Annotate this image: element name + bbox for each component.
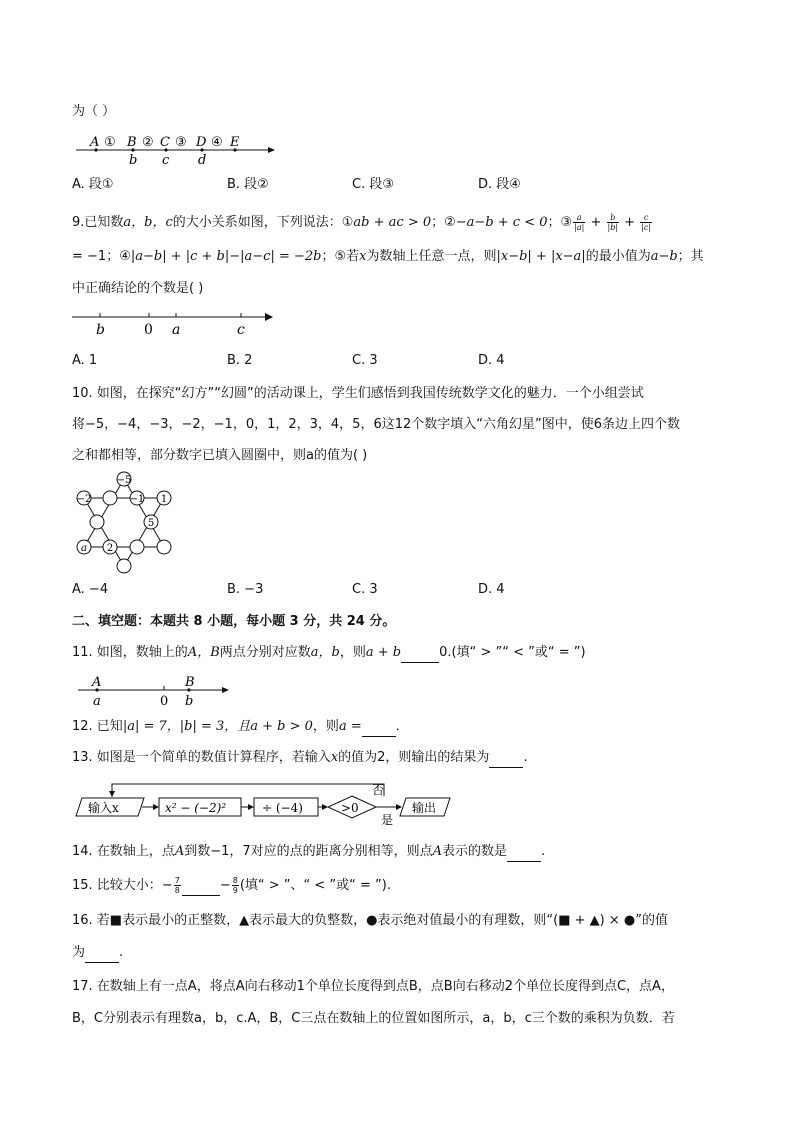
q10-node-label-tr-inner: −1 bbox=[129, 494, 145, 505]
q13-flow-yes: 是 bbox=[381, 813, 394, 827]
q8-option-c[interactable]: C. 段③ bbox=[352, 177, 394, 192]
q8-label-c: c bbox=[162, 153, 170, 168]
q17-line2: B，C分别表示有理数a，b，c.A，B，C三点在数轴上的位置如图所示，a，b，c三个数的乘积为负数．若 bbox=[72, 1011, 675, 1026]
q11-axis-A: A bbox=[92, 675, 102, 690]
q8-stem-tail: 为（ ） bbox=[72, 104, 116, 119]
q10-option-a[interactable]: A. −4 bbox=[72, 582, 109, 597]
q13-flow-output: 输出 bbox=[412, 801, 437, 815]
q10-option-b[interactable]: B. −3 bbox=[227, 582, 264, 597]
q10-node-inner-tl bbox=[103, 491, 117, 505]
q14-line: 14. 在数轴上，点A到数−1，7对应的点的距离分别相等，则点A表示的数是 . bbox=[72, 843, 545, 862]
q11-answer-blank[interactable] bbox=[401, 644, 439, 663]
q13-flow-decision: >0 bbox=[341, 801, 359, 815]
q10-hexagram-diagram bbox=[72, 470, 182, 570]
q16-line2: 为 . bbox=[72, 944, 123, 963]
q8-label-C: C bbox=[160, 135, 170, 150]
q8-label-seg3: ③ bbox=[175, 135, 187, 150]
q9-option-b[interactable]: B. 2 bbox=[227, 353, 253, 368]
q12-answer-blank[interactable] bbox=[362, 718, 396, 737]
q10-node-label-r1: 5 bbox=[147, 518, 155, 529]
q8-label-E: E bbox=[230, 135, 240, 150]
q10-node-bottom-right bbox=[157, 540, 171, 554]
q13-flow-step2: ÷ (−4) bbox=[262, 801, 303, 815]
q15-answer-blank[interactable] bbox=[182, 877, 220, 896]
q9-option-a[interactable]: A. 1 bbox=[72, 353, 98, 368]
q13-flow-step1: x² − (−2)² bbox=[165, 801, 227, 815]
q11-axis-b: b bbox=[185, 694, 194, 709]
q9-frac-b: $\frac{b}{|b|}$ bbox=[607, 213, 619, 232]
q10-node-label-a: a bbox=[81, 543, 87, 554]
q8-label-seg4: ④ bbox=[211, 135, 223, 150]
q15-frac-1: $\frac{7}{8}$ bbox=[174, 876, 180, 895]
q10-line1: 10. 如图，在探究“幻方”“幻圆”的活动课上，学生们感悟到我国传统数学文化的魅力．一个小组尝试 bbox=[72, 386, 644, 401]
q9-frac-a: $\frac{a}{|a|}$ bbox=[574, 213, 585, 232]
q13-flowchart bbox=[76, 778, 456, 828]
q8-option-b[interactable]: B. 段② bbox=[227, 177, 269, 192]
q10-line3: 之和都相等，部分数字已填入圆圈中，则a的值为( ) bbox=[72, 448, 368, 463]
q13-answer-blank[interactable] bbox=[489, 749, 523, 768]
q8-number-line-diagram bbox=[72, 128, 272, 168]
q11-axis-B: B bbox=[185, 675, 195, 690]
q10-node-inner-l1 bbox=[90, 515, 104, 529]
q11-line: 11. 如图，数轴上的A，B两点分别对应数a，b，则a + b 0.(填“ > ”“ < ”或“ = ”) bbox=[72, 644, 586, 663]
q9-frac-c: $\frac{c}{|c|}$ bbox=[641, 213, 652, 232]
q9-axis-b: b bbox=[96, 322, 105, 338]
q9-axis-a: a bbox=[172, 322, 181, 338]
q11-number-line bbox=[72, 674, 232, 708]
q8-label-B: B bbox=[127, 135, 137, 150]
q10-node-label-tl: −2 bbox=[76, 494, 92, 505]
q14-answer-blank[interactable] bbox=[507, 843, 541, 862]
q8-label-b: b bbox=[129, 153, 138, 168]
q11-axis-0: 0 bbox=[160, 694, 169, 709]
q8-option-a[interactable]: A. 段① bbox=[72, 177, 114, 192]
q9-option-c[interactable]: C. 3 bbox=[352, 353, 378, 368]
q8-label-seg2: ② bbox=[142, 135, 154, 150]
q9-option-d[interactable]: D. 4 bbox=[478, 353, 505, 368]
q9-line3: 中正确结论的个数是( ) bbox=[72, 281, 204, 296]
q10-option-c[interactable]: C. 3 bbox=[352, 582, 378, 597]
q12-line: 12. 已知|a| = 7，|b| = 3，且a + b > 0，则a = ． bbox=[72, 718, 409, 737]
q10-node-bottom bbox=[117, 559, 131, 573]
section2-title: 二、填空题：本题共 8 小题，每小题 3 分，共 24 分。 bbox=[72, 614, 396, 629]
q8-label-A: A bbox=[90, 135, 100, 150]
q9-axis-0: 0 bbox=[144, 322, 153, 338]
q15-line: 15. 比较大小：− $\frac{7}{8}$ − $\frac{8}{9}$ (填“ > ”、“ < ”或“ = ”). bbox=[72, 876, 391, 895]
q9-line2: = −1；④|a−b| + |c + b|−|a−c| = −2b；⑤若x为数轴上任意一点，则|x−b| + |x−a|的最小值为a−b；其 bbox=[72, 249, 704, 264]
q9-number-line bbox=[72, 306, 272, 338]
q15-frac-2: $\frac{8}{9}$ bbox=[232, 876, 238, 895]
q8-option-d[interactable]: D. 段④ bbox=[478, 177, 521, 192]
q13-flow-no: 否 bbox=[372, 783, 385, 797]
q17-line1: 17. 在数轴上有一点A，将点A向右移动1个单位长度得到点B，点B向右移动2个单位长度得到点C，点A， bbox=[72, 979, 674, 994]
q10-node-label-top: −5 bbox=[116, 475, 132, 486]
q8-label-d: d bbox=[198, 153, 207, 168]
q10-line2: 将−5，−4，−3，−2，−1，0，1，2，3，4，5，6这12个数字填入“六角幻星”图中，使6条边上四个数 bbox=[72, 417, 680, 432]
q13-flow-input: 输入x bbox=[88, 801, 119, 815]
q11-axis-a: a bbox=[93, 694, 101, 709]
q8-label-seg1: ① bbox=[104, 135, 116, 150]
q13-line: 13. 如图是一个简单的数值计算程序，若输入x的值为2，则输出的结果为 . bbox=[72, 749, 528, 768]
q9-axis-c: c bbox=[237, 322, 245, 338]
q10-node-inner-br bbox=[130, 540, 144, 554]
q10-node-label-tr: 1 bbox=[160, 494, 168, 505]
q8-label-D: D bbox=[196, 135, 207, 150]
q16-line1: 16. 若■表示最小的正整数，▲表示最大的负整数，●表示绝对值最小的有理数，则“(■ + ▲) × ●”的值 bbox=[72, 913, 668, 928]
q10-node-label-bl-inner: 2 bbox=[106, 543, 114, 554]
q10-option-d[interactable]: D. 4 bbox=[478, 582, 505, 597]
q16-answer-blank[interactable] bbox=[85, 944, 119, 963]
q9-line1: 9.已知数a，b，c的大小关系如图，下列说法：①ab + ac > 0；②−a−b + c < 0；③ $\frac{a}{|a|}$ + $\frac{b}{|b|}$ + $\frac{c}{|c|}$ bbox=[72, 213, 652, 232]
